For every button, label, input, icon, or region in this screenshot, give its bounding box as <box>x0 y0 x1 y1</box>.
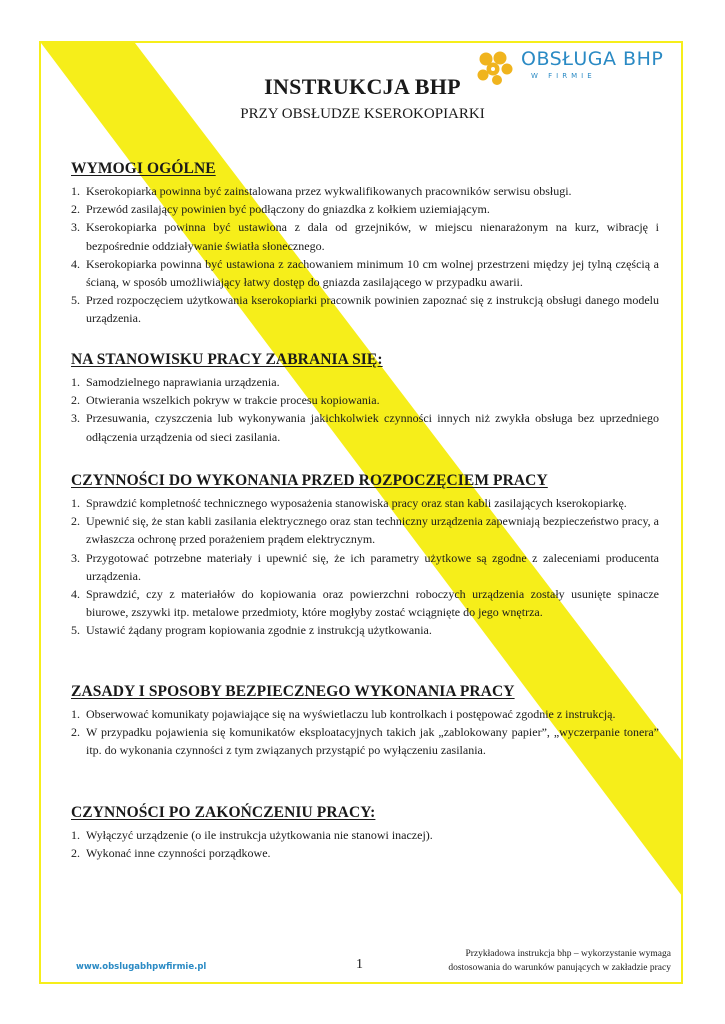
item-text: Samodzielnego naprawiania urządzenia. <box>86 375 280 389</box>
list-item <box>71 494 659 512</box>
item-text: Kserokopiarka powinna być ustawiona z zachowaniem minimum 10 cm wolnej przestrzeni między jej tylną częścią a ścianą, w sposób umożliwiający łatwy dostęp do gniazda zasilającego w przypadku awarii. <box>86 256 659 290</box>
list-item <box>71 391 659 409</box>
item-text: W przypadku pojawienia się komunikatów eksploatacyjnych takich jak „zablokowany papier”, „wyczerpanie tonera” itp. do wykonania czynności z tym związanych przystąpić po wyłączeniu zasilania. <box>86 725 659 758</box>
item-text: Przed rozpoczęciem użytkowania kserokopiarki pracownik powinien zapoznać się z instrukcją obsługi danego modelu urządzenia. <box>86 293 659 326</box>
item-number: 4. <box>71 256 80 271</box>
item-number: 2. <box>71 725 80 740</box>
list-item <box>71 291 659 327</box>
list-item <box>71 549 659 585</box>
item-text: Upewnić się, że stan kabli zasilania elektrycznego oraz stan techniczny urządzenia zapewniają bezpieczeństwo pracy, a zwłaszcza ochronę przed porażeniem prądem elektrycznym. <box>86 514 659 547</box>
list-item <box>71 844 659 862</box>
item-text: Obserwować komunikaty pojawiające się na wyświetlaczu lub kontrolkach i postępować zgodnie z instrukcją. <box>86 707 616 721</box>
list-item <box>71 255 659 291</box>
list-item <box>71 373 659 391</box>
item-text: Przygotować potrzebne materiały i upewnić się, że ich parametry użytkowe są zgodne z zaleceniami producenta urządzenia. <box>86 550 659 583</box>
list-item <box>71 409 659 445</box>
page-title: INSTRUKCJA BHP <box>264 74 461 99</box>
list-item <box>71 200 659 218</box>
list-item <box>71 723 659 759</box>
section-list <box>71 182 659 328</box>
section-heading: WYMOGI OGÓLNE <box>71 160 216 177</box>
item-number: 1. <box>71 375 80 389</box>
item-text: Kserokopiarka powinna być ustawiona z dala od grzejników, w miejscu nienarażonym na kurz, wibrację i bezpośrednie oddziaływanie światła słonecznego. <box>86 220 659 253</box>
section-heading: ZASADY I SPOSOBY BEZPIECZNEGO WYKONANIA PRACY <box>71 683 515 700</box>
section-list <box>71 705 659 760</box>
item-text: Otwierania wszelkich pokryw w trakcie procesu kopiowania. <box>86 393 380 408</box>
item-number: 2. <box>71 514 80 529</box>
item-number: 1. <box>71 184 80 198</box>
item-number: 1. <box>71 496 80 510</box>
section-heading: CZYNNOŚCI DO WYKONANIA PRZED ROZPOCZĘCIEM PRACY <box>71 472 548 489</box>
item-text: Przewód zasilający powinien być podłączony do gniazdka z kołkiem uziemiającym. <box>86 202 490 217</box>
footer-note <box>391 947 671 975</box>
brand-name: OBSŁUGA BHP <box>521 48 664 70</box>
item-number: 3. <box>71 411 80 426</box>
item-text: Wyłączyć urządzenie (o ile instrukcja użytkowania nie stanowi inaczej). <box>86 828 433 842</box>
item-text: Sprawdzić, czy z materiałów do kopiowania oraz powierzchni roboczych urządzenia zostały usunięte spinacze biurowe, zszywki itp. metalowe przedmioty, które mogłyby zostać wciągnięte do jego wnętrza. <box>86 587 659 620</box>
item-text: Sprawdzić kompletność technicznego wyposażenia stanowiska pracy oraz stan kabli zasilających kserokopiarkę. <box>86 496 627 510</box>
footer-note-line: Przykładowa instrukcja bhp – wykorzystanie wymaga <box>465 949 671 959</box>
section-before-work <box>71 472 659 640</box>
section-safe-work-rules <box>71 683 659 760</box>
section-general-requirements <box>71 160 659 328</box>
item-number: 3. <box>71 220 80 235</box>
list-item <box>71 705 659 723</box>
item-number: 2. <box>71 202 80 217</box>
item-number: 3. <box>71 550 80 565</box>
item-number: 2. <box>71 393 80 408</box>
section-heading: NA STANOWISKU PRACY ZABRANIA SIĘ: <box>71 351 383 368</box>
item-number: 2. <box>71 846 80 861</box>
page-number: 1 <box>356 957 363 972</box>
list-item <box>71 512 659 548</box>
section-after-work <box>71 804 659 862</box>
list-item <box>71 218 659 254</box>
list-item <box>71 585 659 621</box>
section-list <box>71 826 659 862</box>
footer-website-link[interactable]: www.obslugabhpwfirmie.pl <box>76 962 207 972</box>
footer-note-line: dostosowania do warunków panujących w zakładzie pracy <box>448 963 671 973</box>
section-list <box>71 494 659 640</box>
item-number: 4. <box>71 587 80 602</box>
list-item <box>71 182 659 200</box>
item-number: 5. <box>71 293 80 308</box>
item-text: Ustawić żądany program kopiowania zgodnie z instrukcją użytkowania. <box>86 623 432 638</box>
section-prohibited-actions <box>71 351 659 446</box>
item-text: Kserokopiarka powinna być zainstalowana przez wykwalifikowanych pracowników serwisu obsługi. <box>86 184 572 198</box>
item-text: Przesuwania, czyszczenia lub wykonywania jakichkolwiek czynności innych niż zwykła obsługa bez uprzedniego odłączenia urządzenia od sieci zasilania. <box>86 411 659 444</box>
brand-tagline: W FIRMIE <box>531 72 596 80</box>
list-item <box>71 621 659 639</box>
item-number: 1. <box>71 828 80 842</box>
section-list <box>71 373 659 446</box>
item-number: 5. <box>71 623 80 638</box>
section-heading: CZYNNOŚCI PO ZAKOŃCZENIU PRACY: <box>71 804 376 821</box>
item-number: 1. <box>71 707 80 721</box>
list-item <box>71 826 659 844</box>
page-subtitle: PRZY OBSŁUDZE KSEROKOPIARKI <box>240 106 485 122</box>
item-text: Wykonać inne czynności porządkowe. <box>86 846 271 861</box>
